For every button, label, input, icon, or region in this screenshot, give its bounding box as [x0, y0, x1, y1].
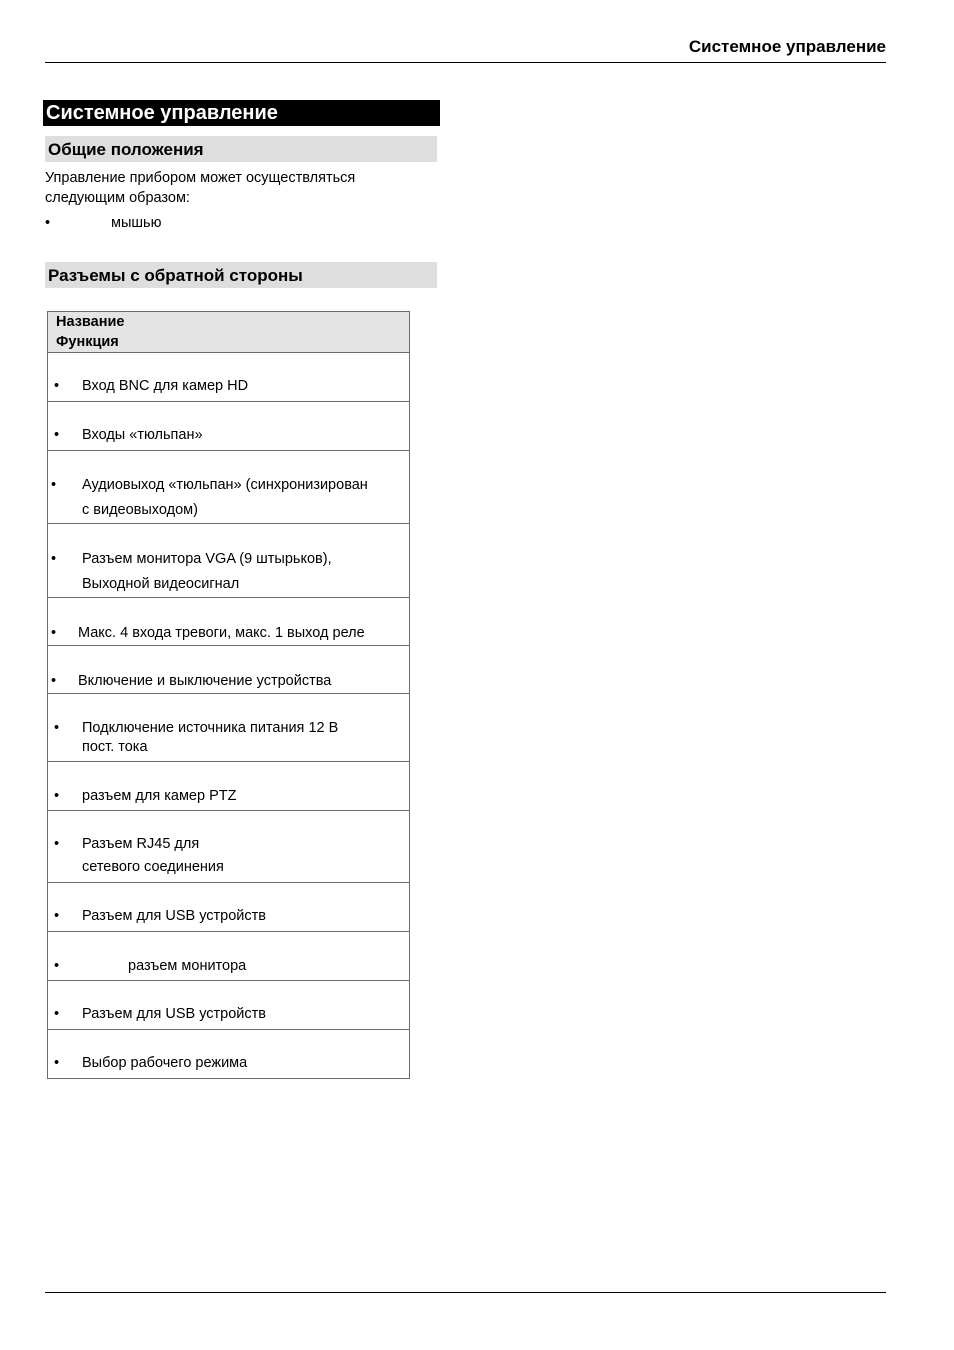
bullet: •	[54, 1006, 60, 1022]
row-text: Подключение источника питания 12 В	[82, 720, 339, 736]
bullet: •	[45, 215, 51, 231]
bullet: •	[51, 625, 57, 641]
footer-rule	[45, 1292, 886, 1293]
table-row	[48, 762, 410, 811]
bullet: •	[54, 836, 60, 852]
row-text: Разъем для USB устройств	[82, 1006, 266, 1022]
bullet: •	[51, 673, 57, 689]
table-row	[48, 1030, 410, 1079]
row-text: Разъем монитора VGA (9 штырьков),	[82, 551, 332, 567]
bullet: •	[54, 720, 60, 736]
table-row	[48, 694, 410, 762]
bullet: •	[51, 551, 57, 567]
bullet: •	[54, 908, 60, 924]
chapter-title: Системное управление	[43, 100, 440, 126]
bullet: •	[51, 477, 57, 493]
table-row	[48, 598, 410, 646]
connectors-table	[47, 311, 410, 1079]
row-text: разъем для камер PTZ	[82, 788, 237, 804]
bullet: •	[54, 378, 60, 394]
row-text-line2: Выходной видеосигнал	[82, 576, 240, 592]
row-text: Включение и выключение устройства	[78, 673, 332, 689]
running-header: Системное управление	[688, 37, 886, 56]
bullet: •	[54, 427, 60, 443]
header-rule	[45, 62, 886, 63]
row-text: Вход BNC для камер HD	[82, 378, 249, 394]
table-row	[48, 524, 410, 598]
bullet: •	[54, 958, 60, 974]
row-text: Выбор рабочего режима	[82, 1055, 248, 1071]
header-name: Название	[56, 314, 125, 330]
row-text: разъем монитора	[128, 958, 247, 974]
row-text: Макс. 4 входа тревоги, макс. 1 выход реле	[78, 625, 365, 641]
table-row	[48, 646, 410, 694]
section-title-connectors: Разъемы с обратной стороны	[45, 262, 437, 288]
row-text: Разъем RJ45 для	[82, 836, 200, 852]
table-row	[48, 932, 410, 981]
table-header	[48, 312, 410, 353]
bullet: •	[54, 1055, 60, 1071]
row-text: Аудиовыход «тюльпан» (синхронизирован	[82, 477, 368, 493]
row-text: Входы «тюльпан»	[82, 427, 203, 443]
table-row	[48, 981, 410, 1030]
row-text-line2: сетевого соединения	[82, 859, 224, 875]
section-title-general: Общие положения	[45, 136, 437, 162]
table-row	[48, 811, 410, 883]
header-function: Функция	[56, 334, 119, 350]
row-text: Разъем для USB устройств	[82, 908, 266, 924]
table-row	[48, 451, 410, 524]
row-text-line2: с видеовыходом)	[82, 502, 198, 518]
table-row	[48, 402, 410, 451]
row-text-line2: пост. тока	[82, 739, 148, 755]
bullet: •	[54, 788, 60, 804]
intro-paragraph: Управление прибором может осуществляться следующим образом:	[45, 170, 356, 206]
table-row	[48, 353, 410, 402]
list-item-text: мышью	[111, 215, 162, 231]
table-row	[48, 883, 410, 932]
